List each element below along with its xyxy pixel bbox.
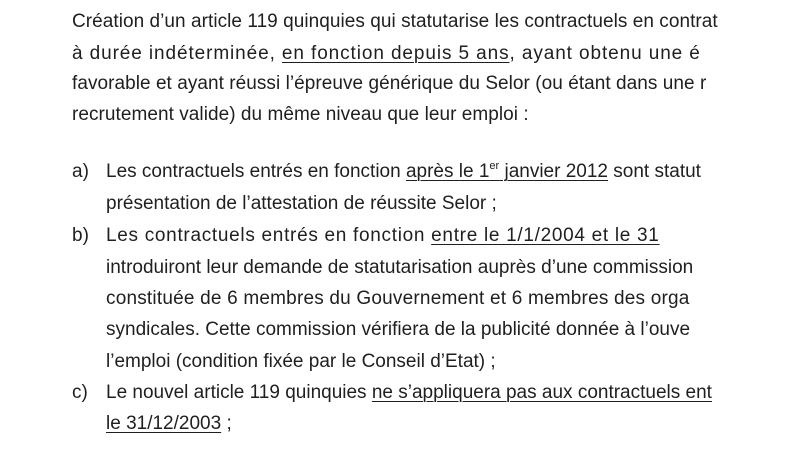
- item-a-line-1-text-b: sont statut: [608, 161, 701, 182]
- item-b-line-2: [106, 256, 693, 280]
- item-a-line-1-text-a: Les contractuels entrés en fonction: [106, 161, 406, 182]
- item-c-underlined-date: le 31/12/2003: [106, 413, 222, 434]
- list-marker-b: b): [72, 225, 89, 246]
- intro-line-2-underlined: en fonction depuis 5 ans: [281, 43, 510, 64]
- item-b-line-1-text-a: Les contractuels entrés en fonction: [106, 225, 432, 246]
- item-b-line-3-text: constituée de 6 membres du Gouvernement et 6 membres des orga: [106, 288, 690, 309]
- item-c-line-2: [106, 412, 232, 436]
- intro-line-1-text: Création d’un article 119 quinquies qui statutarise les contractuels en contrat: [72, 11, 718, 32]
- intro-line-4-text: recrutement valide) du même niveau que leur emploi :: [72, 104, 529, 125]
- intro-line-3: [72, 72, 706, 96]
- list-marker-c: c): [72, 382, 88, 403]
- item-a-line-1: [106, 160, 701, 184]
- intro-line-2-text-a: à durée indéterminée,: [72, 43, 282, 64]
- intro-line-4: [72, 103, 529, 127]
- item-c-line-1: [106, 381, 712, 405]
- intro-line-3-text: favorable et ayant réussi l’épreuve générique du Selor (ou étant dans une r: [72, 73, 707, 94]
- item-a-line-2: [106, 192, 497, 216]
- item-a-underlined-date: [406, 161, 608, 182]
- item-a-date-part-2: janvier 2012: [499, 161, 608, 182]
- item-b-line-2-text: introduiront leur demande de statutarisation auprès d’une commission: [106, 257, 694, 278]
- intro-line-1: [72, 10, 718, 34]
- item-b-line-4-text: syndicales. Cette commission vérifiera de la publicité donnée à l’ouve: [106, 319, 691, 340]
- item-b-underlined-range: entre le 1/1/2004 et le 31: [431, 225, 660, 246]
- list-marker-a: a): [72, 161, 89, 182]
- item-c-underlined-text: ne s’appliquera pas aux contractuels ent: [371, 382, 712, 403]
- item-c-line-1-text-a: Le nouvel article 119 quinquies: [106, 382, 372, 403]
- intro-line-2-text-b: , ayant obtenu une é: [509, 43, 701, 64]
- item-b-line-5-text: l’emploi (condition fixée par le Conseil d’Etat) ;: [106, 351, 496, 372]
- item-a-date-superscript: er: [489, 160, 500, 172]
- item-b-line-3: [106, 287, 690, 311]
- item-b-line-4: [106, 318, 690, 342]
- item-c-line-2-text-b: ;: [221, 413, 232, 434]
- intro-line-2: [72, 42, 701, 66]
- item-a-date-part-1: après le 1: [405, 161, 490, 182]
- item-b-line-5: [106, 350, 496, 374]
- item-b-line-1: [106, 224, 660, 248]
- item-a-line-2-text: présentation de l’attestation de réussite Selor ;: [106, 193, 497, 214]
